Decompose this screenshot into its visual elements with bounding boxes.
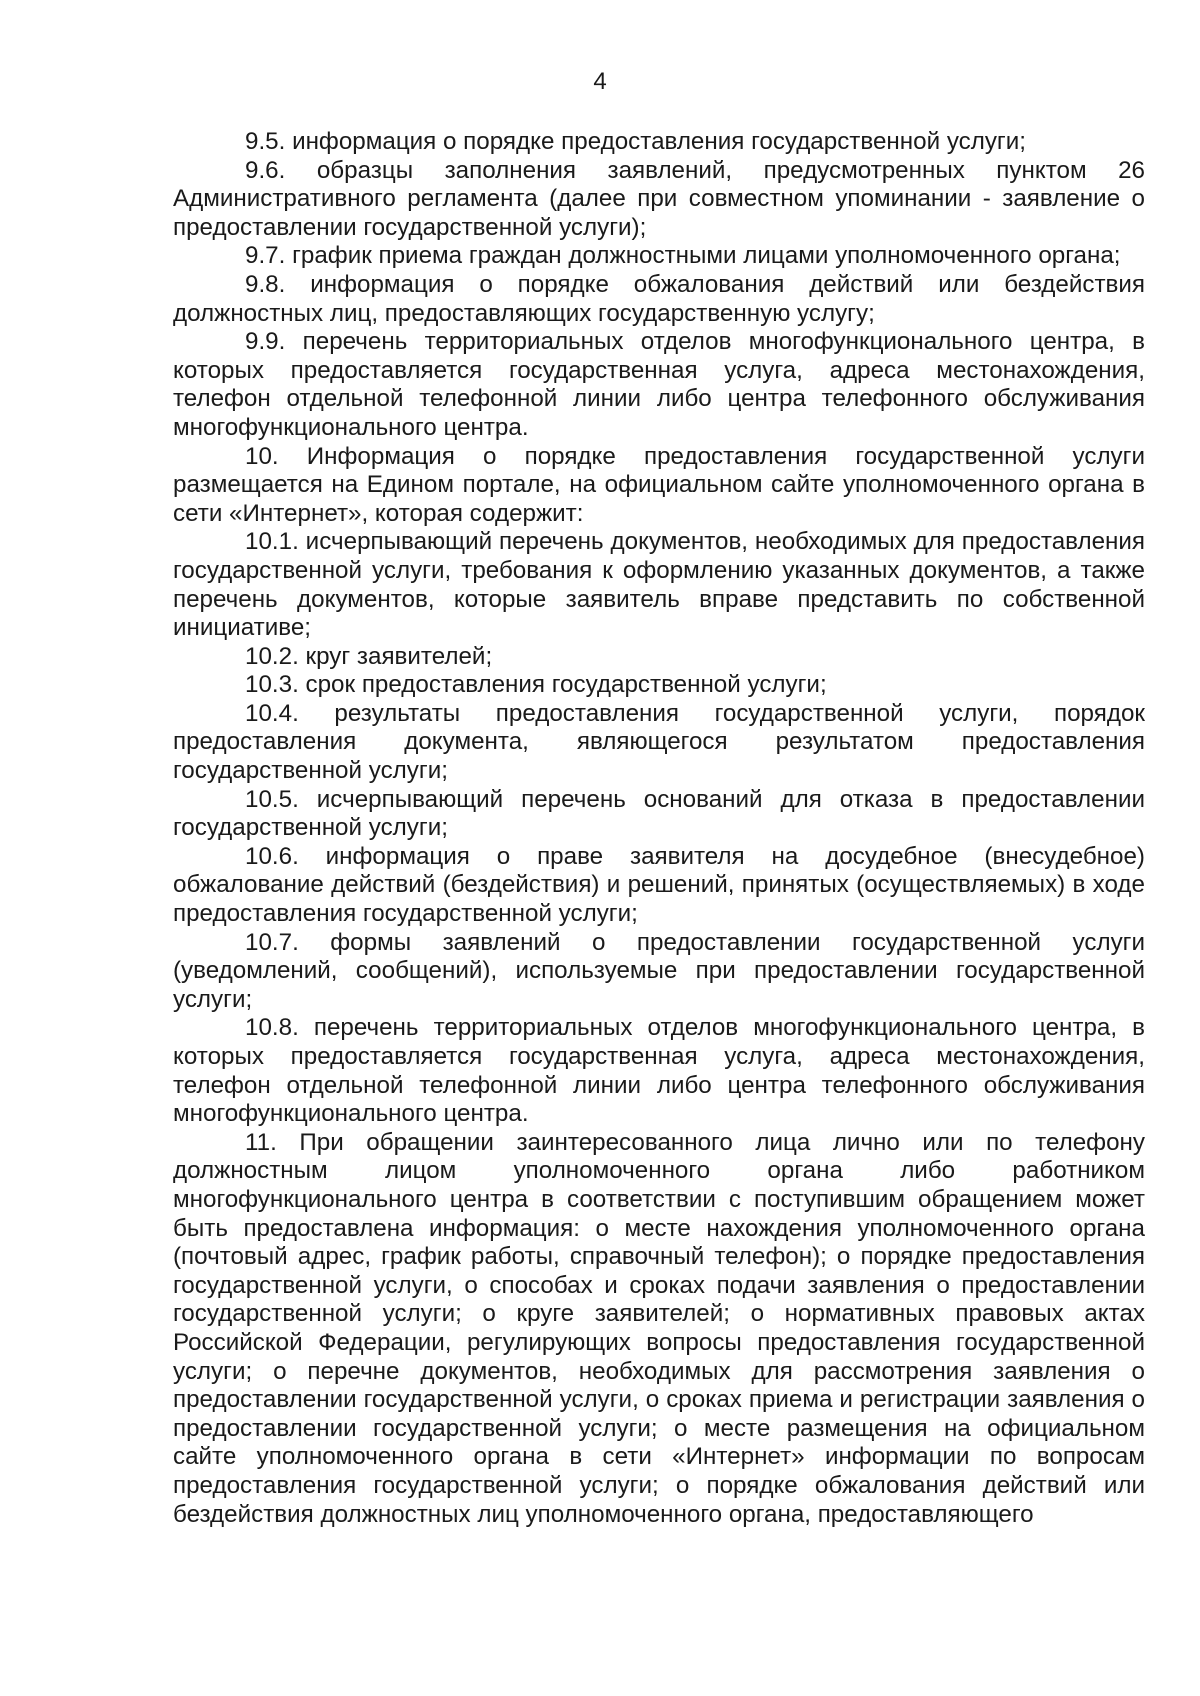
paragraph-10-3: 10.3. срок предоставления государственной услуги; bbox=[245, 671, 827, 699]
paragraph-10-4: 10.4. результаты предоставления государственной услуги, порядок предоставления документа, являющегося результатом предоставления государственной услуги; bbox=[173, 699, 1145, 785]
paragraph-10-7: 10.7. формы заявлений о предоставлении государственной услуги (уведомлений, сообщений), используемые при предоставлении государственной услуги; bbox=[173, 928, 1145, 1013]
paragraph-9-6: 9.6. образцы заполнения заявлений, предусмотренных пунктом 26 Административного регламента (далее при совместном упоминании - заявление о предоставлении государственной услуги); bbox=[173, 156, 1145, 241]
paragraph-10: 10. Информация о порядке предоставления государственной услуги размещается на Едином портале, на официальном сайте уполномоченного органа в сети «Интернет», которая содержит: bbox=[173, 442, 1145, 527]
paragraph-10-1: 10.1. исчерпывающий перечень документов, необходимых для предоставления государственной услуги, требования к оформлению указанных документов, а также перечень документов, которые заявитель вправе представить по собственной инициативе; bbox=[173, 528, 1145, 642]
page-number: 4 bbox=[593, 68, 607, 95]
paragraph-9-9: 9.9. перечень территориальных отделов многофункционального центра, в которых предоставляется государственная услуга, адреса местонахождения, телефон отдельной телефонной линии либо центра телефонного обслуживания многофункционального центра. bbox=[173, 328, 1145, 441]
document-body bbox=[173, 128, 1145, 1529]
paragraph-11: 11. При обращении заинтересованного лица лично или по телефону должностным лицом уполномоченного органа либо работником многофункционального центра в соответствии с поступившим обращением может быть предоставлена информация: о месте нахождения уполномоченного органа (почтовый адрес, график работы, справочный телефон); о порядке предоставления государственной услуги, о способах и сроках подачи заявления о предоставлении государственной услуги; о круге заявителей; о нормативных правовых актах Российской Федерации, регулирующих вопросы предоставления государственной услуги; о перечне документов, необходимых для рассмотрения заявления о предоставлении государственной услуги, о сроках приема и регистрации заявления о предоставлении государственной услуги; о месте размещения на официальном сайте уполномоченного органа в сети «Интернет» информации по вопросам предоставления государственной услуги; о порядке обжалования действий или бездействия должностных лиц уполномоченного органа, предоставляющего bbox=[173, 1128, 1145, 1528]
paragraph-10-5: 10.5. исчерпывающий перечень оснований для отказа в предоставлении государственной услуги; bbox=[173, 785, 1145, 842]
paragraph-9-8: 9.8. информация о порядке обжалования действий или бездействия должностных лиц, предоставляющих государственную услугу; bbox=[173, 270, 1145, 327]
paragraph-9-5: 9.5. информация о порядке предоставления государственной услуги; bbox=[245, 128, 1026, 155]
paragraph-10-2: 10.2. круг заявителей; bbox=[245, 642, 493, 670]
paragraph-9-7: 9.7. график приема граждан должностными лицами уполномоченного органа; bbox=[245, 242, 1121, 270]
paragraph-10-8: 10.8. перечень территориальных отделов многофункционального центра, в которых предоставляется государственная услуга, адреса местонахождения, телефон отдельной телефонной линии либо центра телефонного обслуживания многофункционального центра. bbox=[173, 1014, 1145, 1128]
paragraph-10-6: 10.6. информация о праве заявителя на досудебное (внесудебное) обжалование действий (бездействия) и решений, принятых (осуществляемых) в ходе предоставления государственной услуги; bbox=[173, 842, 1145, 928]
